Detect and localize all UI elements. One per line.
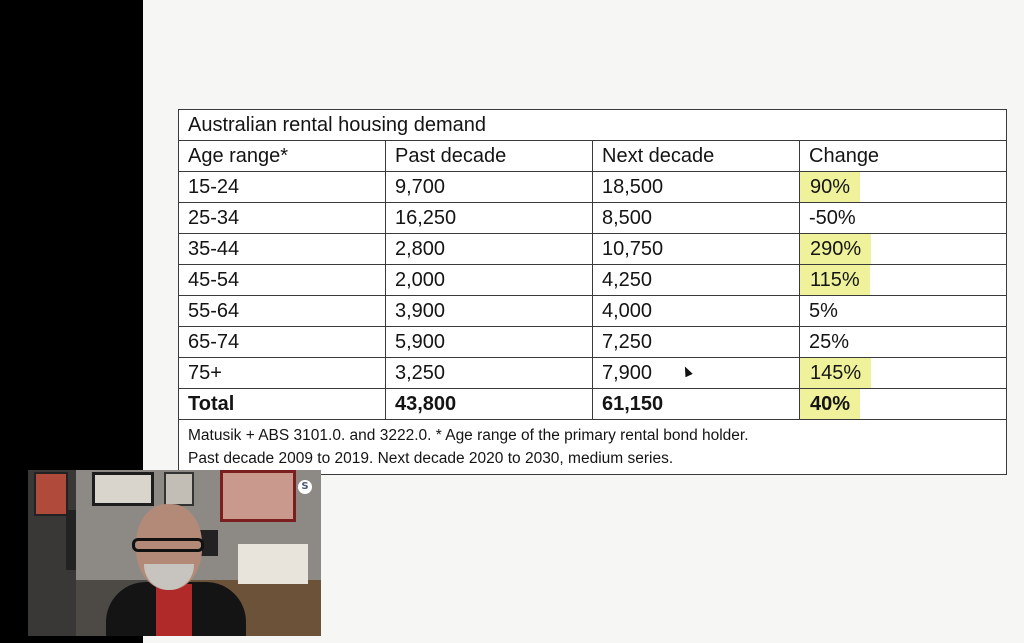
age-cell: 55-64 xyxy=(179,296,386,327)
table-notes-row xyxy=(179,420,1007,475)
webcam-video-overlay[interactable] xyxy=(28,470,321,636)
past-cell: 9,700 xyxy=(386,172,593,203)
age-cell: 75+ xyxy=(179,358,386,389)
change-highlight: 290% xyxy=(800,234,871,264)
next-cell: 8,500 xyxy=(593,203,800,234)
floor-lamp xyxy=(66,510,76,570)
header-change: Change xyxy=(800,141,1007,172)
table-row xyxy=(179,234,1007,265)
total-next: 61,150 xyxy=(593,389,800,420)
table-row xyxy=(179,327,1007,358)
wall-picture xyxy=(220,470,296,522)
presenter-shirt xyxy=(156,584,192,636)
age-cell: 45-54 xyxy=(179,265,386,296)
wall-picture xyxy=(92,472,154,506)
change-highlight: 115% xyxy=(800,265,870,295)
table-row xyxy=(179,265,1007,296)
wall-picture xyxy=(34,472,68,516)
next-cell: 7,250 xyxy=(593,327,800,358)
table-total-row xyxy=(179,389,1007,420)
table-row xyxy=(179,172,1007,203)
table-notes xyxy=(179,420,1007,475)
desk-shelf xyxy=(238,544,308,584)
change-cell xyxy=(800,358,1007,389)
rental-demand-table xyxy=(178,109,1007,475)
past-cell: 2,800 xyxy=(386,234,593,265)
header-next-decade: Next decade xyxy=(593,141,800,172)
past-cell: 3,250 xyxy=(386,358,593,389)
age-cell: 35-44 xyxy=(179,234,386,265)
age-cell: 15-24 xyxy=(179,172,386,203)
table-row xyxy=(179,358,1007,389)
table-header-row xyxy=(179,141,1007,172)
table-title-row xyxy=(179,110,1007,141)
total-change-highlight: 40% xyxy=(800,389,860,419)
change-highlight: 145% xyxy=(800,358,871,388)
age-cell: 25-34 xyxy=(179,203,386,234)
past-cell: 2,000 xyxy=(386,265,593,296)
screen-share-badge-icon[interactable]: S xyxy=(298,480,312,494)
table-row xyxy=(179,296,1007,327)
past-cell: 16,250 xyxy=(386,203,593,234)
next-cell: 7,900 xyxy=(593,358,800,389)
table-row xyxy=(179,203,1007,234)
total-past: 43,800 xyxy=(386,389,593,420)
table-title: Australian rental housing demand xyxy=(179,110,1007,141)
source-note: Matusik + ABS 3101.0. and 3222.0. * Age range of the primary rental bond holder. xyxy=(188,427,749,444)
past-cell: 3,900 xyxy=(386,296,593,327)
change-highlight: 90% xyxy=(800,172,860,202)
total-change-cell xyxy=(800,389,1007,420)
header-age-range: Age range* xyxy=(179,141,386,172)
change-cell: 5% xyxy=(800,296,1007,327)
change-cell: -50% xyxy=(800,203,1007,234)
change-cell xyxy=(800,172,1007,203)
next-cell: 4,000 xyxy=(593,296,800,327)
header-past-decade: Past decade xyxy=(386,141,593,172)
period-note: Past decade 2009 to 2019. Next decade 2020 to 2030, medium series. xyxy=(188,450,674,467)
age-cell: 65-74 xyxy=(179,327,386,358)
change-cell xyxy=(800,265,1007,296)
change-cell: 25% xyxy=(800,327,1007,358)
past-cell: 5,900 xyxy=(386,327,593,358)
change-cell xyxy=(800,234,1007,265)
wall-picture xyxy=(164,472,194,506)
presenter-glasses xyxy=(132,538,204,552)
next-cell: 10,750 xyxy=(593,234,800,265)
next-cell: 18,500 xyxy=(593,172,800,203)
next-cell: 4,250 xyxy=(593,265,800,296)
total-label: Total xyxy=(179,389,386,420)
